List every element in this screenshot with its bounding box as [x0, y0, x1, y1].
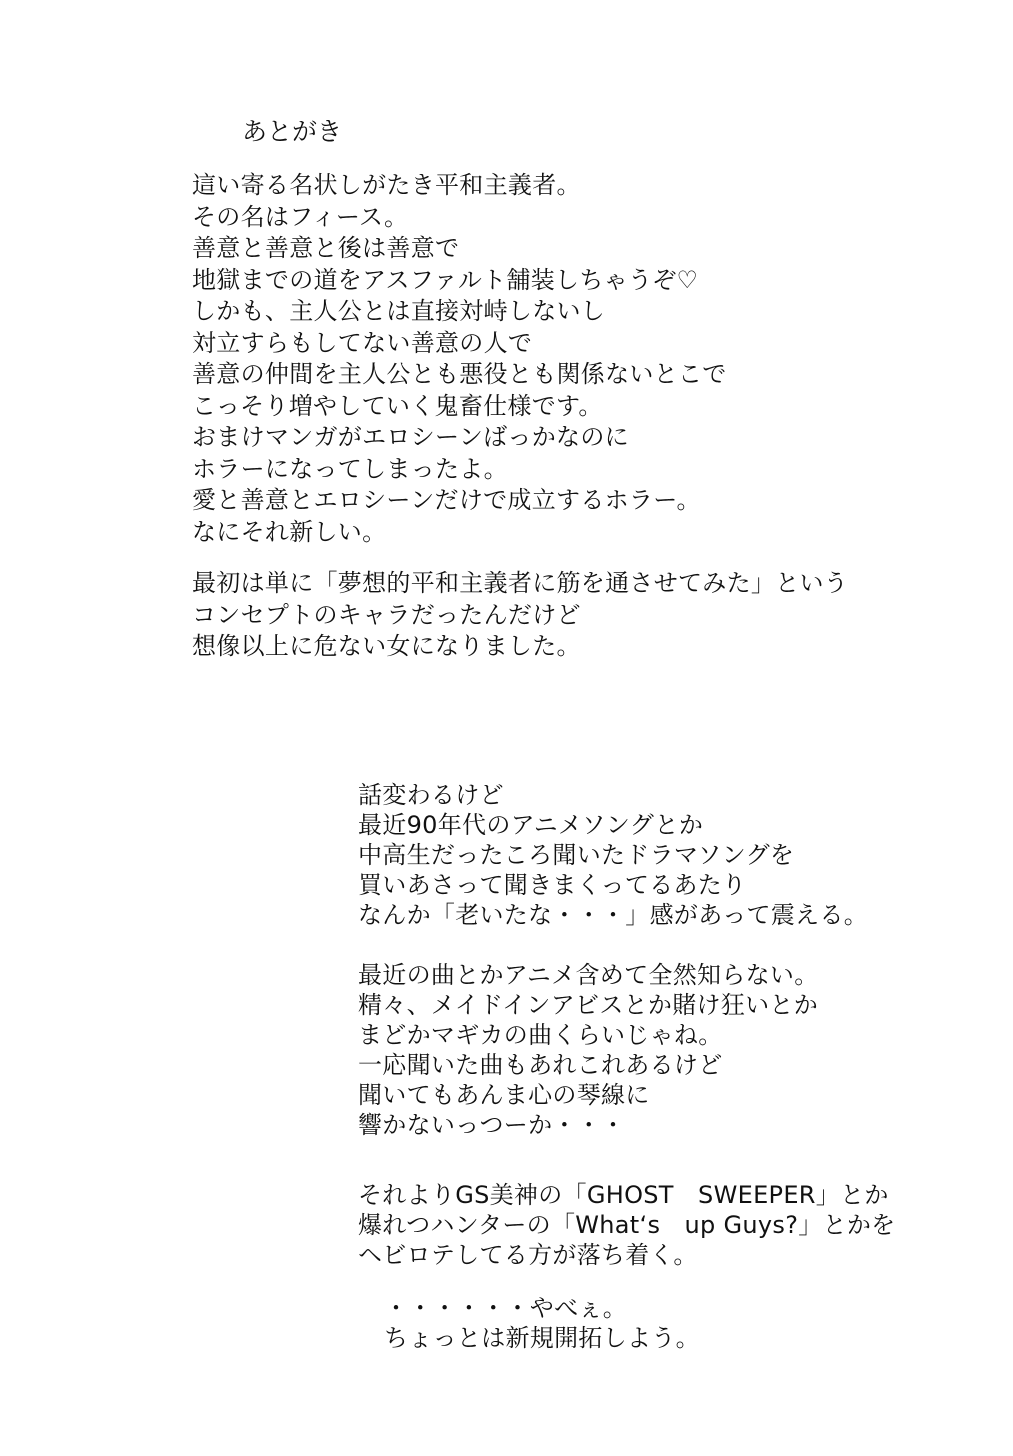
text-line: 想像以上に危ない女になりました。: [192, 632, 581, 660]
text-line: 話変わるけど: [358, 781, 504, 809]
text-line: しかも、主人公とは直接対峙しないし: [192, 297, 606, 325]
text-line: それよりGS美神の「GHOST SWEEPER」とか: [358, 1181, 889, 1209]
text-line: 対立すらもしてない善意の人で: [192, 328, 533, 357]
paragraph-anime-songs: [358, 780, 868, 930]
text-line: 愛と善意とエロシーンだけで成立するホラー。: [192, 486, 701, 514]
text-line: コンセプトのキャラだったんだけど: [192, 600, 581, 629]
text-line: ヘビロテしてる方が落ち着く。: [358, 1241, 698, 1269]
text-line: その名はフィース。: [192, 202, 409, 231]
text-line: 買いあさって聞きまくってるあたり: [358, 871, 747, 899]
text-line: 精々、メイドインアビスとか賭け狂いとか: [358, 991, 819, 1019]
text-line: 中高生だったころ聞いたドラマソングを: [358, 841, 795, 869]
text-line: こっそり増やしていく鬼畜仕様です。: [192, 391, 603, 420]
paragraph-fis-description: [192, 170, 727, 548]
text-line: ・・・・・・やべぇ。: [384, 1294, 627, 1322]
text-line: なんか「老いたな・・・」感があって震える。: [358, 901, 869, 929]
text-line: 善意と善意と後は善意で: [192, 234, 460, 262]
text-line: 最近の曲とかアニメ含めて全然知らない。: [358, 961, 819, 989]
text-line: おまけマンガがエロシーンばっかなのに: [192, 423, 629, 451]
paragraph-favorite-songs: [358, 1180, 895, 1270]
text-line: 最近90年代のアニメソングとか: [358, 811, 704, 839]
text-line: ちょっとは新規開拓しよう。: [384, 1324, 700, 1352]
text-line: ホラーになってしまったよ。: [192, 454, 508, 483]
text-line: 這い寄る名状しがたき平和主義者。: [192, 171, 581, 199]
paragraph-recent-music: [358, 960, 819, 1140]
text-line: 善意の仲間を主人公とも悪役とも関係ないとこで: [192, 360, 727, 388]
text-line: 一応聞いた曲もあれこれあるけど: [358, 1051, 723, 1079]
text-line: なにそれ新しい。: [192, 517, 387, 546]
text-line: まどかマギカの曲くらいじゃね。: [358, 1021, 723, 1049]
page-title: あとがき: [242, 117, 343, 146]
paragraph-closing: [384, 1293, 700, 1353]
text-line: 聞いてもあんま心の琴線に: [358, 1081, 650, 1109]
text-line: 響かないっつーか・・・: [358, 1111, 626, 1139]
paragraph-concept: [192, 568, 848, 663]
text-line: 最初は単に「夢想的平和主義者に筋を通させてみた」という: [192, 569, 849, 597]
text-line: 爆れつハンターの「What‘s up Guys?」とかを: [358, 1211, 896, 1239]
text-line: 地獄までの道をアスファルト舗装しちゃうぞ♡: [192, 265, 699, 294]
